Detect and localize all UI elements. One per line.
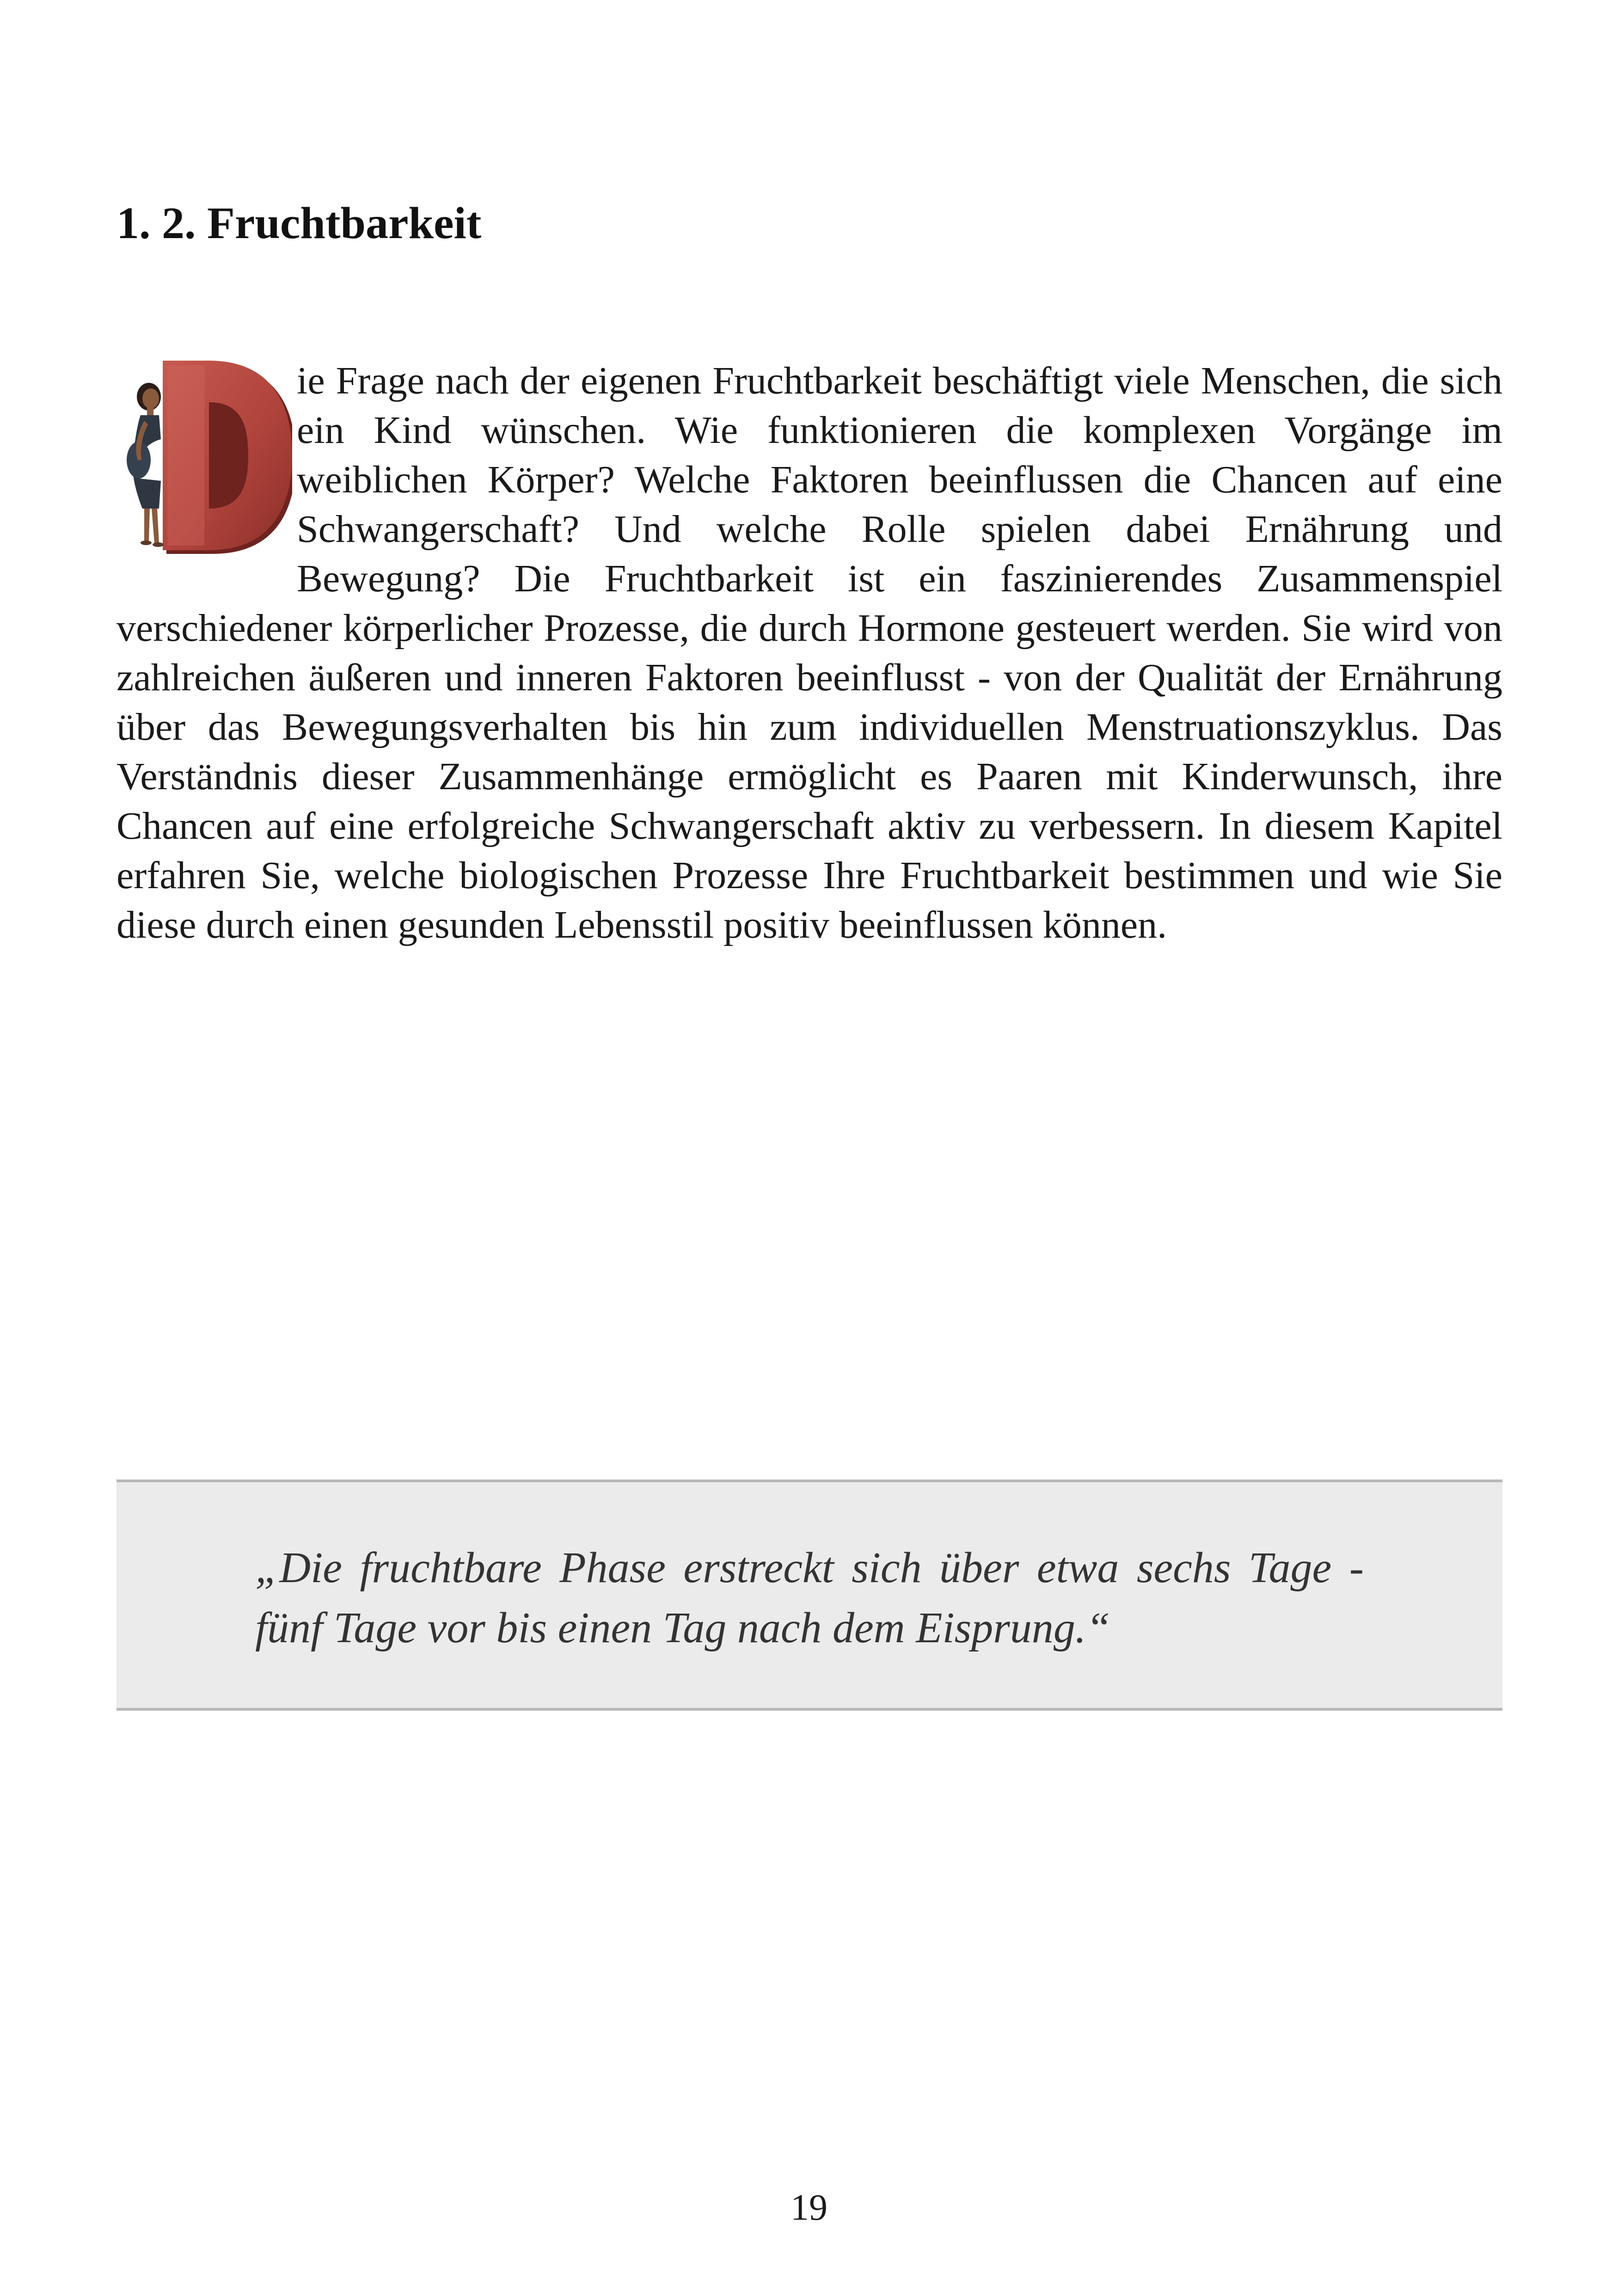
- pull-quote-text: „Die fruchtbare Phase erstreckt sich über etwa sechs Tage - fünf Tage vor bis einen Tag nach dem Eisprung.“: [255, 1544, 1364, 1652]
- body-text: ie Frage nach der eigenen Fruchtbarkeit beschäftigt viele Menschen, die sich ein Kind wünschen. Wie funktionieren die komplexen Vorgänge im weiblichen Körper? Welche Faktoren beeinflussen die Chancen auf eine Schwangerschaft? Und welche Rolle spielen dabei Ernährung und Bewegung? Die Fruchtbarkeit ist ein faszinierendes Zusammenspiel verschiedener körperlicher Prozesse, die durch Hormone gesteuert werden. Sie wird von zahlreichen äußeren und inneren Faktoren beeinflusst - von der Qualität der Ernährung über das Bewegungsverhalten bis hin zum individuellen Menstruationszyklus. Das Verständnis dieser Zusammenhänge ermöglicht es Paaren mit Kinderwunsch, ihre Chancen auf eine erfolgreiche Schwangerschaft aktiv zu verbessern. In diesem Kapitel erfahren Sie, welche biologischen Prozesse Ihre Fruchtbarkeit bestimmen und wie Sie diese durch einen gesunden Lebensstil positiv beeinflussen können.: [116, 359, 1502, 946]
- pull-quote-box: [116, 1480, 1502, 1711]
- dropcap-illustration: [116, 356, 292, 555]
- pregnant-woman-icon: [127, 383, 164, 547]
- section-heading: 1. 2. Fruchtbarkeit: [116, 198, 482, 248]
- page-number: 19: [791, 2187, 827, 2228]
- body-paragraph: [116, 356, 1502, 950]
